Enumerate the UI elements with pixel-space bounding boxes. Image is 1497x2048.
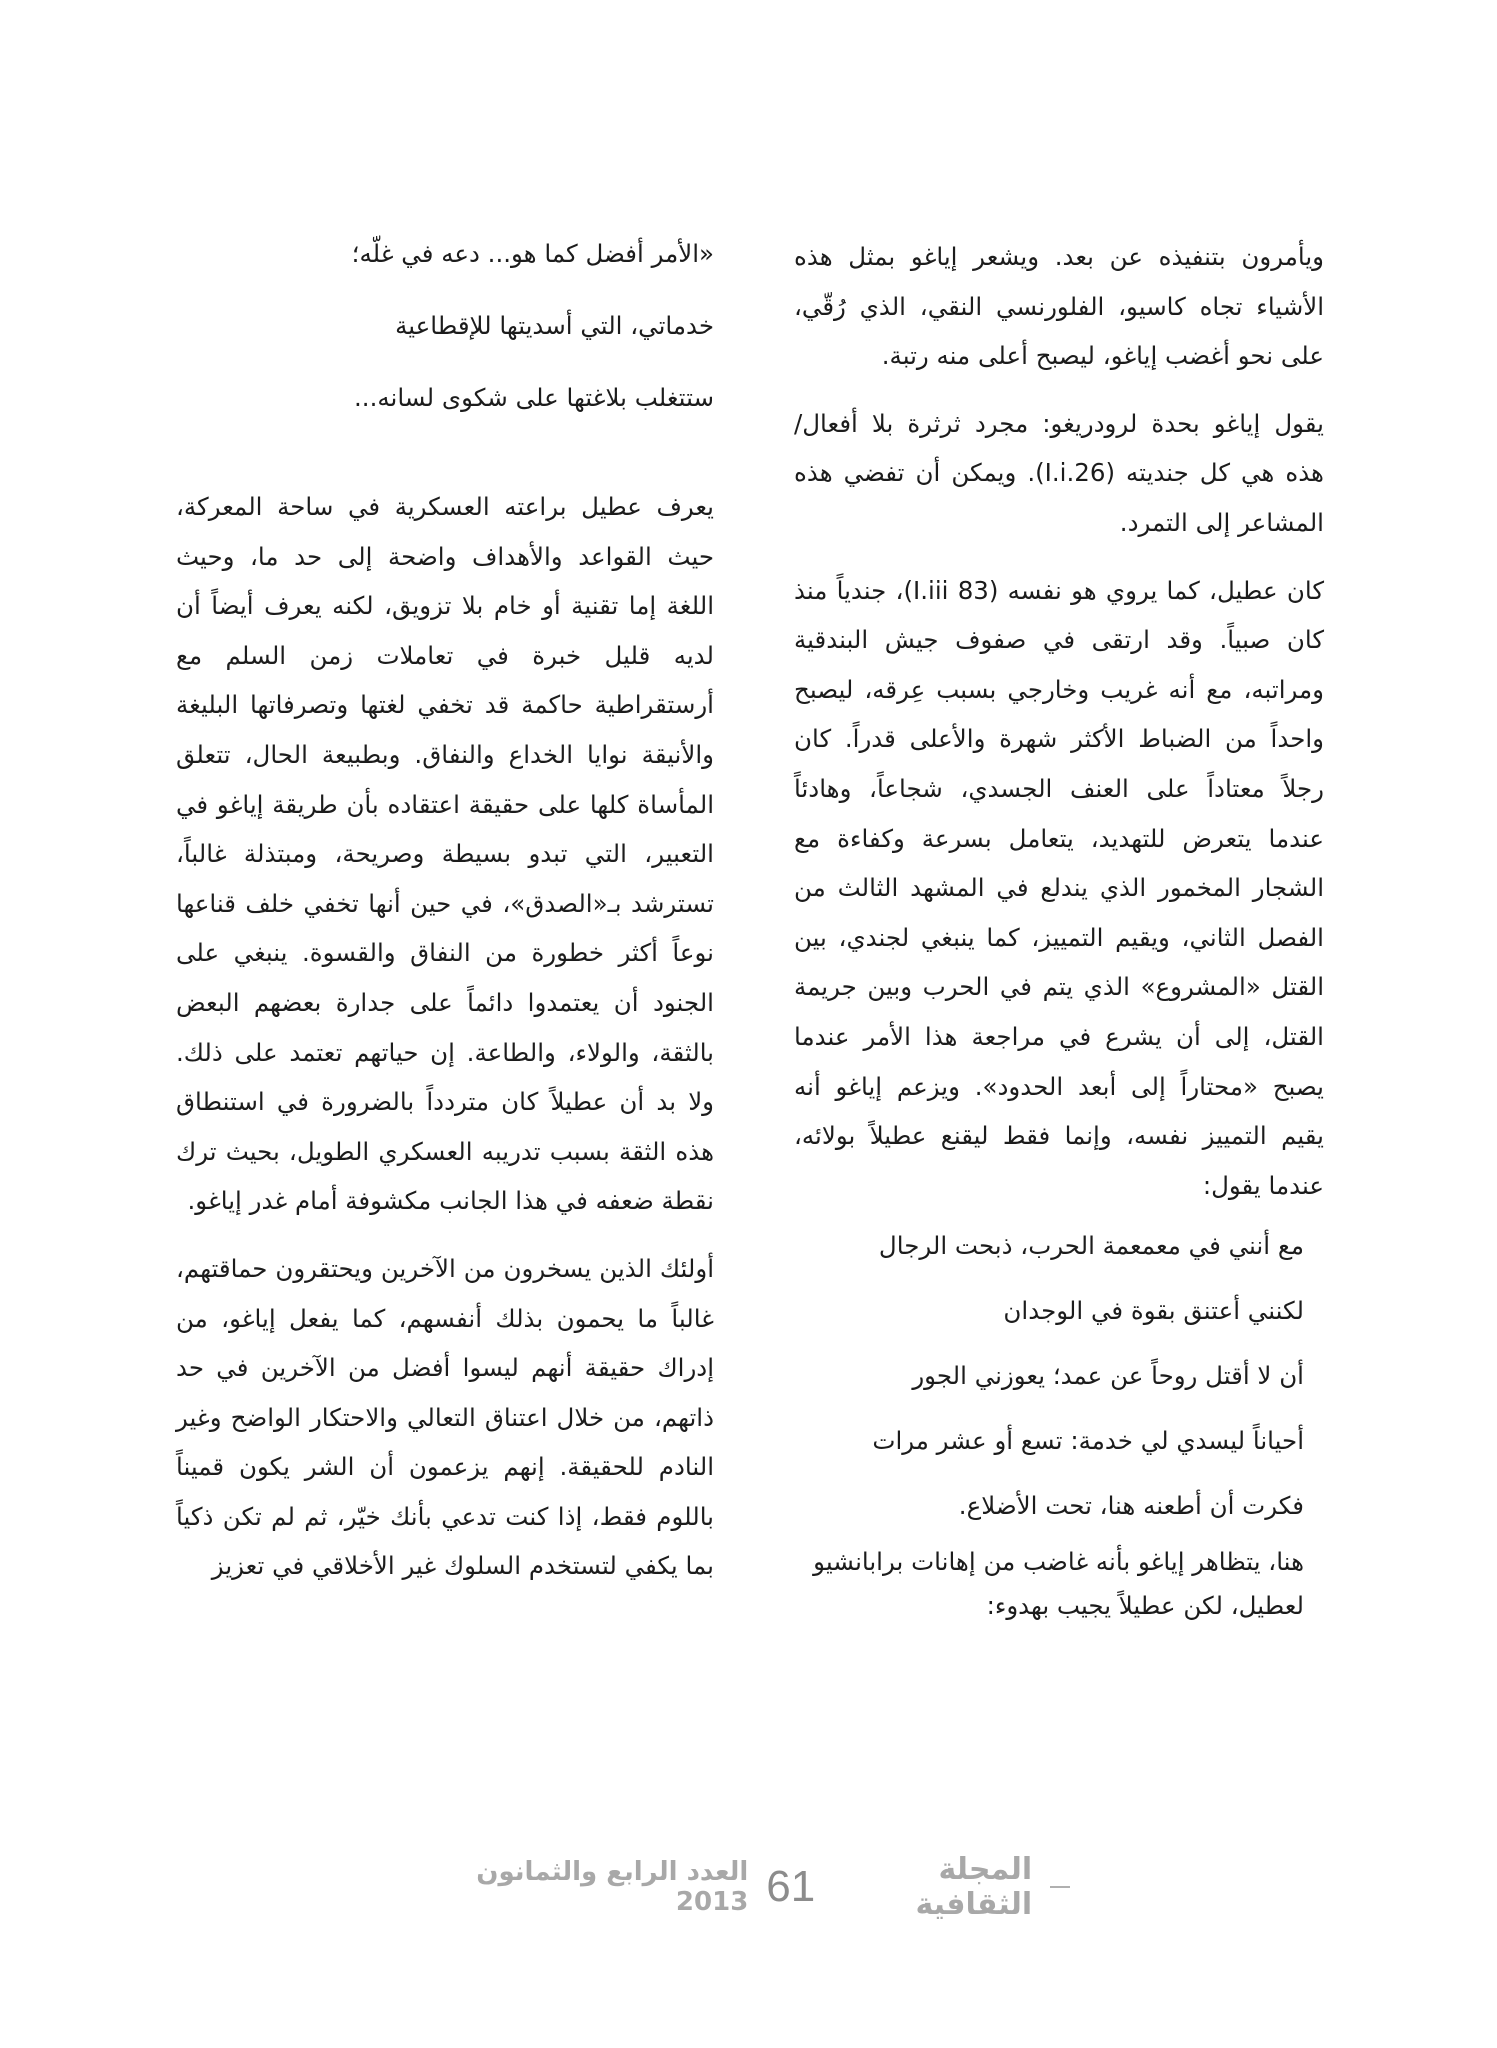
verse-line: أن لا أقتل روحاً عن عمد؛ يعوزني الجور: [912, 1361, 1304, 1391]
right-paragraph-2: يقول إياغو بحدة لرودريغو: مجرد ثرثرة بلا أفعال/ هذه هي كل جنديته (I.i.26). ويمكن أن تفضي هذه المشاعر إلى التمرد.: [794, 408, 1324, 537]
footer-rule: [1050, 1886, 1070, 1888]
right-paragraph-1: ويأمرون بتنفيذه عن بعد. ويشعر إياغو بمثل هذه الأشياء تجاه كاسيو، الفلورنسي النقي، الذي رُقّي، على نحو أغضب إياغو، ليصبح أعلى منه رتبة.: [794, 242, 1324, 371]
right-paragraph-3: كان عطيل، كما يروي هو نفسه (I.iii 83)، جندياً منذ كان صبياً. وقد ارتقى في صفوف جيش البندقية ومراتبه، مع أنه غريب وخارجي بسبب عِرقه، ليصبح واحداً من الضباط الأكثر شهرة والأعلى قدراً. كان رجلاً معتاداً على العنف الجسدي، شجاعاً، وهادئاً عندما يتعرض للتهديد، يتعامل بسرعة وكفاءة مع الشجار المخمور الذي يندلع في المشهد الثالث من الفصل الثاني، ويقيم التمييز، كما ينبغي لجندي، بين القتل «المشروع» الذي يتم في الحرب وبين جريمة القتل، إلى أن يشرع في مراجعة هذا الأمر عندما يصبح «محتاراً إلى أبعد الحدود». ويزعم إياغو أنه يقيم التمييز نفسه، وإنما فقط ليقنع عطيلاً بولائه، عندما يقول:: [794, 575, 1324, 1200]
left-paragraph-2: أولئك الذين يسخرون من الآخرين ويحتقرون حماقتهم، غالباً ما يحمون بذلك أنفسهم، كما يفعل إياغو، من إدراك حقيقة أنهم ليسوا أفضل من الآخرين في حد ذاتهم، من خلال اعتناق التعالي والاحتكار الواضح وغير النادم للحقيقة. إنهم يزعمون أن الشر يكون قميناً باللوم فقط، إذا كنت تدعي بأنك خيّر، ثم لم تكن ذكياً بما يكفي لتستخدم السلوك غير الأخلاقي في تعزيز: [176, 1253, 714, 1581]
left-paragraph-1: يعرف عطيل براعته العسكرية في ساحة المعركة، حيث القواعد والأهداف واضحة إلى حد ما، وحيث اللغة إما تقنية أو خام بلا تزويق، لكنه يعرف أيضاً أن لديه قليل خبرة في تعاملات زمن السلم مع أرستقراطية حاكمة قد تخفي لغتها وتصرفاتها البليغة والأنيقة نوايا الخداع والنفاق. وبطبيعة الحال، تتعلق المأساة كلها على حقيقة اعتقاده بأن طريقة إياغو في التعبير، التي تبدو بسيطة وصريحة، ومبتذلة غالباً، تسترشد بـ«الصدق»، في حين أنها تخفي خلف قناعها نوعاً أكثر خطورة من النفاق والقسوة. ينبغي على الجنود أن يعتمدوا دائماً على جدارة بعضهم البعض بالثقة، والولاء، والطاعة. إن حياتهم تعتمد على ذلك. ولا بد أن عطيلاً كان متردداً بالضرورة في استنطاق هذه الثقة بسبب تدريبه العسكري الطويل، بحيث ترك نقطة ضعفه في هذا الجانب مكشوفة أمام غدر إياغو.: [176, 492, 714, 1216]
left-verse-block: [176, 232, 714, 420]
left-column: [176, 232, 714, 1591]
verse-line: لكنني أعتنق بقوة في الوجدان: [1003, 1296, 1304, 1326]
right-verse-block: [794, 1224, 1324, 1628]
page-footer: [430, 1852, 1070, 1922]
verse-line: فكرت أن أطعنه هنا، تحت الأضلاع.: [958, 1491, 1304, 1521]
page-number: 61: [766, 1862, 816, 1911]
issue-label: العدد الرابع والثمانون 2013: [476, 1857, 749, 1917]
verse-line: «الأمر أفضل كما هو... دعه في غلّه؛: [351, 239, 714, 268]
verse-line: ستتغلب بلاغتها على شكوى لسانه...: [354, 383, 714, 412]
verse-line: أحياناً ليسدي لي خدمة: تسع أو عشر مرات: [872, 1426, 1304, 1456]
magazine-title: المجلة الثقافية: [915, 1852, 1033, 1922]
verse-line: مع أنني في معمعمة الحرب، ذبحت الرجال: [878, 1231, 1304, 1261]
verse-line: خدماتي، التي أسديتها للإقطاعية: [395, 311, 714, 340]
right-paragraph-4: هنا، يتظاهر إياغو بأنه غاضب من إهانات برابانشيو لعطيل، لكن عطيلاً يجيب بهدوء:: [813, 1547, 1304, 1621]
right-column: [794, 232, 1324, 1628]
